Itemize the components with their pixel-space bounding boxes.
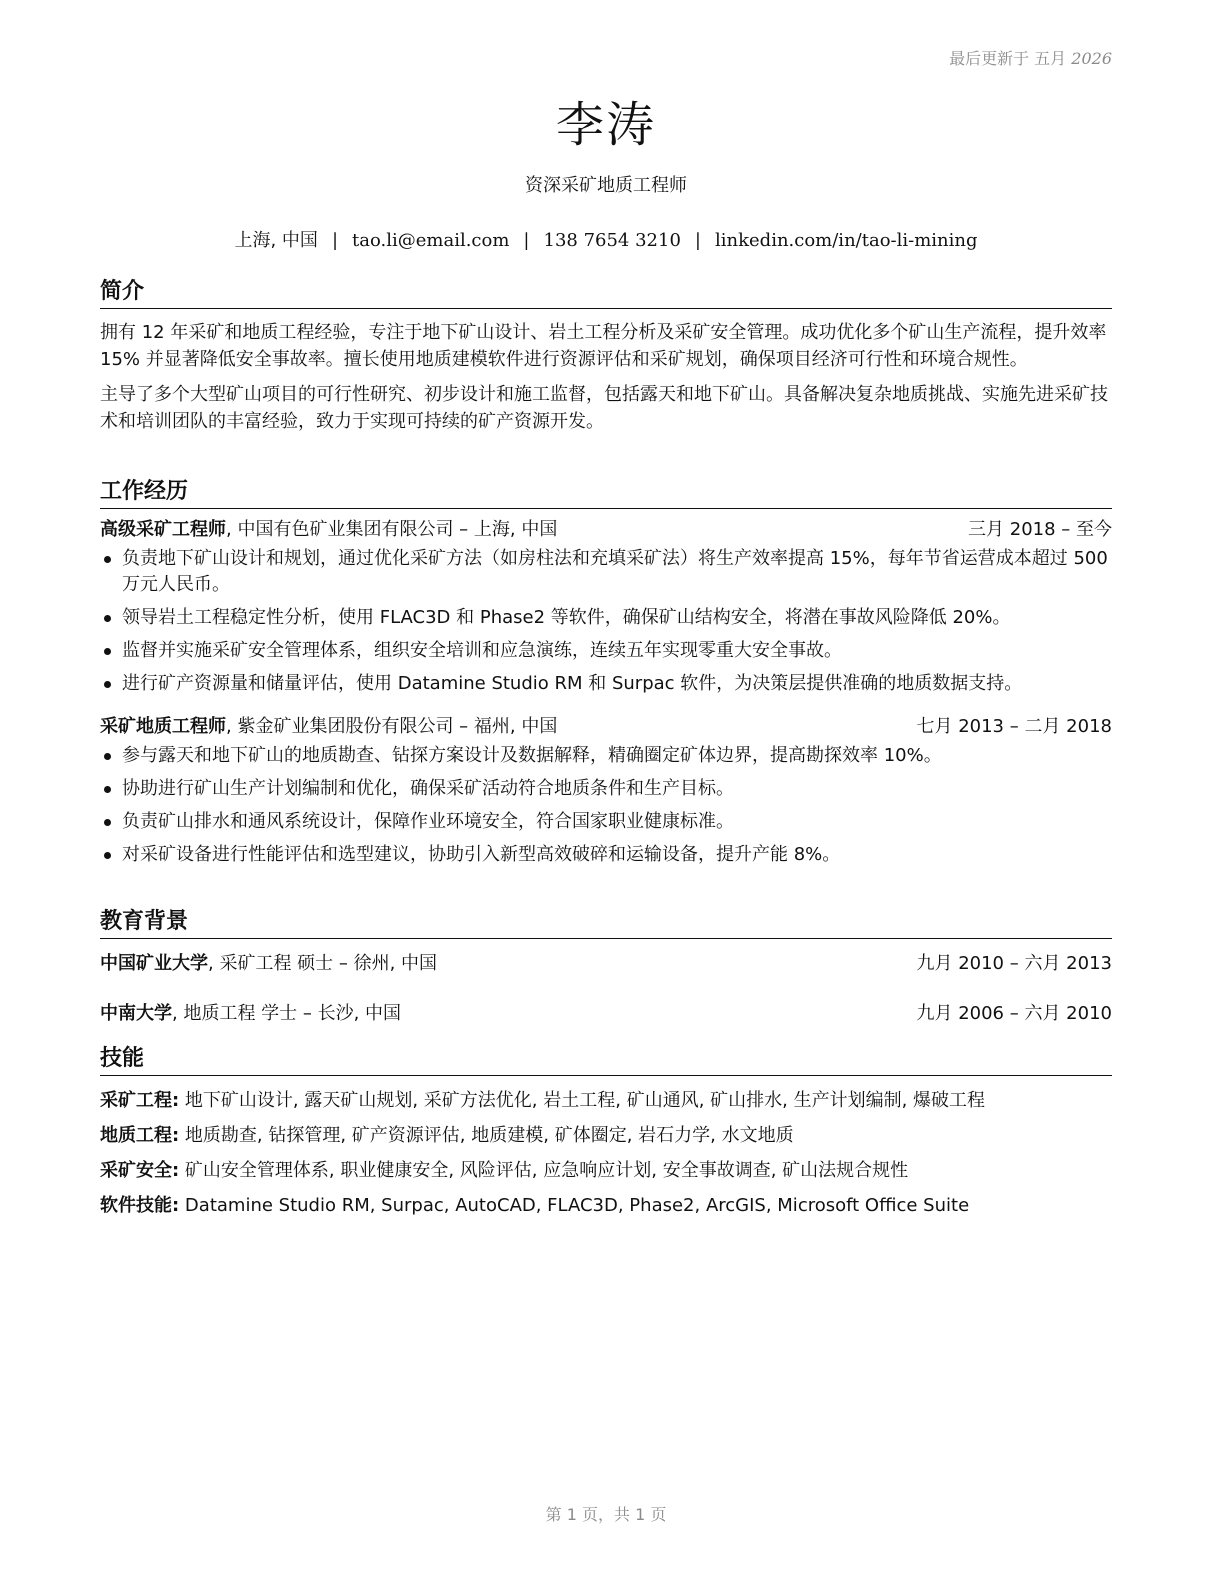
job-org: , 紫金矿业集团股份有限公司 – 福州, 中国 [226,716,558,737]
education-entry [100,1001,1112,1027]
education-school: 中南大学 [100,1003,172,1024]
job-role: 高级采矿工程师 [100,519,226,540]
job-bullet: 参与露天和地下矿山的地质勘查、钻探方案设计及数据解释，精确圈定矿体边界，提高勘探效率 10%。 [100,743,1112,769]
job-bullets [100,743,1112,868]
section-title-experience: 工作经历 [100,478,1112,509]
last-updated [949,46,1112,69]
contact-line [100,226,1112,252]
education-detail: , 采矿工程 硕士 – 徐州, 中国 [208,953,438,974]
job-bullet: 负责矿山排水和通风系统设计，保障作业环境安全，符合国家职业健康标准。 [100,809,1112,835]
education-date: 九月 2010 – 六月 2013 [916,953,1112,974]
skill-list: 矿山安全管理体系, 职业健康安全, 风险评估, 应急响应计划, 安全事故调查, 矿山法规合规性 [179,1160,909,1181]
job-bullet: 监督并实施采矿安全管理体系，组织安全培训和应急演练，连续五年实现零重大安全事故。 [100,638,1112,664]
job-date: 七月 2013 – 二月 2018 [916,716,1112,737]
contact-separator: | [694,230,701,251]
contact-email[interactable]: tao.li@email.com [352,230,510,251]
section-title-education: 教育背景 [100,908,1112,939]
job-bullet: 协助进行矿山生产计划编制和优化，确保采矿活动符合地质条件和生产目标。 [100,776,1112,802]
skill-row [100,1123,1112,1149]
job-bullet: 对采矿设备进行性能评估和选型建议，协助引入新型高效破碎和运输设备，提升产能 8%。 [100,842,1112,868]
contact-separator: | [331,230,339,251]
skill-row [100,1088,1112,1114]
skill-category: 采矿安全: [100,1160,180,1181]
education-detail: , 地质工程 学士 – 长沙, 中国 [172,1003,402,1024]
job-bullets [100,546,1112,697]
page-footer: 第 1 页，共 1 页 [545,1505,667,1524]
skill-category: 软件技能: [100,1195,180,1216]
skill-list: 地质勘查, 钻探管理, 矿产资源评估, 地质建模, 矿体圈定, 岩石力学, 水文地质 [179,1125,794,1146]
contact-separator: | [523,230,530,251]
skill-list: Datamine Studio RM, Surpac, AutoCAD, FLAC3D, Phase2, ArcGIS, Microsoft Office Suite [179,1195,970,1216]
job-header [100,517,1112,543]
education-section [100,908,1112,1027]
candidate-name: 李涛 [555,97,656,153]
education-entry [100,951,1112,977]
contact-location: 上海, 中国 [234,230,318,251]
job-role: 采矿地质工程师 [100,716,226,737]
candidate-headline: 资深采矿地质工程师 [525,175,687,196]
job-bullet: 负责地下矿山设计和规划，通过优化采矿方法（如房柱法和充填采矿法）将生产效率提高 15%，每年节省运营成本超过 500 万元人民币。 [100,546,1112,598]
section-title-summary: 简介 [100,278,1112,309]
resume-page [100,0,1112,1584]
section-title-skills: 技能 [100,1045,1112,1076]
job-header [100,714,1112,740]
job-bullet: 进行矿产资源量和储量评估，使用 Datamine Studio RM 和 Surpac 软件，为决策层提供准确的地质数据支持。 [100,671,1112,697]
summary-paragraph: 拥有 12 年采矿和地质工程经验，专注于地下矿山设计、岩土工程分析及采矿安全管理。成功优化多个矿山生产流程，提升效率 15% 并显著降低安全事故率。擅长使用地质建模软件进行资源评估和采矿规划，确保项目经济可行性和环境合规性。 [100,322,1107,370]
job-org: , 中国有色矿业集团有限公司 – 上海, 中国 [226,519,558,540]
skill-category: 采矿工程: [100,1090,180,1111]
skill-row [100,1193,1112,1219]
skills-section [100,1045,1112,1219]
education-date: 九月 2006 – 六月 2010 [916,1003,1112,1024]
education-school: 中国矿业大学 [100,953,208,974]
job-bullet: 领导岩土工程稳定性分析，使用 FLAC3D 和 Phase2 等软件，确保矿山结构安全，将潜在事故风险降低 20%。 [100,605,1112,631]
contact-linkedin[interactable]: linkedin.com/in/tao-li-mining [715,230,978,251]
last-updated-year: 2026 [1071,49,1112,68]
experience-section [100,478,1112,868]
summary-section [100,278,1112,435]
skill-list: 地下矿山设计, 露天矿山规划, 采矿方法优化, 岩土工程, 矿山通风, 矿山排水, 生产计划编制, 爆破工程 [179,1090,986,1111]
skill-row [100,1158,1112,1184]
skill-category: 地质工程: [100,1125,180,1146]
job-entry [100,714,1112,868]
job-date: 三月 2018 – 至今 [968,519,1112,540]
job-entry [100,517,1112,697]
last-updated-label: 最后更新于 五月 [949,49,1067,68]
contact-phone: 138 7654 3210 [543,230,681,251]
summary-paragraph: 主导了多个大型矿山项目的可行性研究、初步设计和施工监督，包括露天和地下矿山。具备解决复杂地质挑战、实施先进采矿技术和培训团队的丰富经验，致力于实现可持续的矿产资源开发。 [100,384,1108,432]
